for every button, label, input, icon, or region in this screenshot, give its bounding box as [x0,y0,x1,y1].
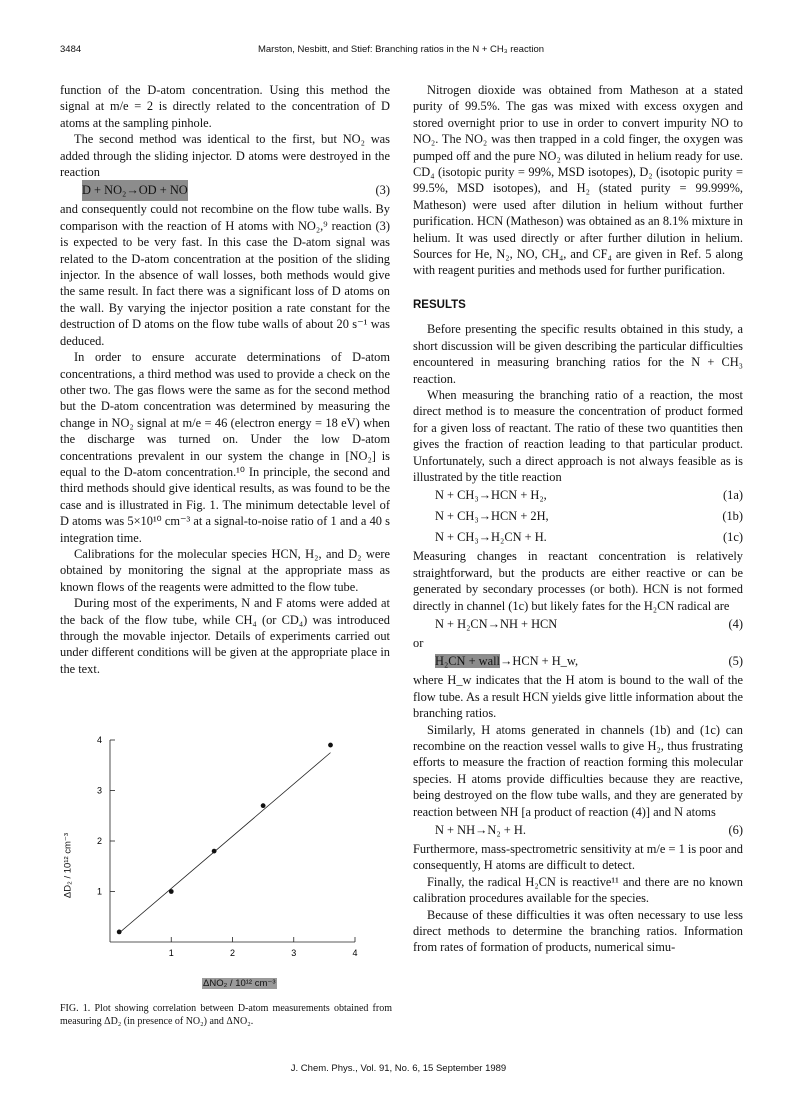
y-tick-label: 1 [96,886,102,897]
equation-expression: N + CH₃→HCN + H₂, [435,488,547,503]
figure-caption: FIG. 1. Plot showing correlation between D-atom measurements obtained from measuring ΔD₂ (in presence of NO₂) and ΔNO₂. [60,1003,392,1027]
section-heading: RESULTS [413,298,466,311]
equation-expression: N + CH₃→HCN + 2H, [435,509,549,524]
equation-number: (1b) [722,509,743,524]
paragraph: Similarly, H atoms generated in channels (1b) and (1c) can recombine on the reaction vessel walls to give H₂, thus frustrating efforts to measure the fraction of reaction forming this molecular species. H atoms provide difficulties because they are reactive, being destroyed on the flow tube walls, and they are generated by reaction between NH [a product of reaction (4)] and N atoms [413,722,743,819]
y-axis-label: ΔD₂ / 10¹² cm⁻³ [62,832,74,899]
right-column [413,82,743,956]
paragraph: Furthermore, mass-spectrometric sensitivity at m/e = 1 is poor and consequently, H atoms are difficult to detect. [413,842,743,873]
equation-6 [413,820,743,841]
equation-number: (6) [728,823,743,838]
paragraph: where H_w indicates that the H atom is bound to the wall of the flow tube. As a result HCN yields give little information about the branching ratios. [413,673,743,721]
y-tick-label: 3 [96,785,102,796]
paragraph: and consequently could not recombine on the flow tube walls. By comparison with the reaction of H atoms with NO₂,⁹ reaction (3) is expected to be very fast. In this case the D-atom signal was related to the D-atom concentration at the position of the sliding injector. In the absence of wall losses, both methods would give the same result. In fact there was a significant loss of D atoms on the wall. By varying the injector position a rate constant for the destruction of D atoms on the flow tube walls of about 20 s⁻¹ was deduced. [60,202,390,348]
paragraph: When measuring the branching ratio of a reaction, the most direct method is to measure the concentration of product formed for a given loss of reactant. The ratio of these two quantities then gives the fraction of reaction leading to that particular product. Unfortunately, such a direct approach is not always feasible as is illustrated by the title reaction [413,387,743,484]
scatter-chart [60,710,390,990]
equation-expression: N + CH₃→H₂CN + H. [435,530,547,545]
page-number: 3484 [60,44,82,55]
fit-line [119,753,330,933]
paragraph: function of the D-atom concentration. Using this method the signal at m/e = 2 is directly related to the concentration of D atoms at the sampling pinhole. [60,83,390,130]
x-axis-label: ΔNO₂ / 10¹² cm⁻³ [203,978,276,989]
equation-number: (3) [375,183,390,198]
equation-1b [413,506,743,527]
equation-number: (1a) [723,488,743,503]
left-column [60,82,390,677]
equation-number: (1c) [723,530,743,545]
paragraph: Before presenting the specific results obtained in this study, a short discussion will be given describing the particular difficulties encountered in measuring branching ratios for the N + CH₃ reaction. [413,322,743,386]
data-point [169,889,174,894]
y-tick-label: 4 [96,735,102,745]
equation-4 [413,614,743,635]
data-point [261,803,266,808]
paragraph: During most of the experiments, N and F atoms were added at the back of the flow tube, while CH₄ (or CD₄) was introduced through the movable injector. Details of experiments carried out under different conditions will be given at the appropriate place in the text. [60,596,390,676]
journal-footer: J. Chem. Phys., Vol. 91, No. 6, 15 September 1989 [290,1063,507,1074]
equation-expression: N + H₂CN→NH + HCN [435,616,558,631]
paragraph: Because of these difficulties it was often necessary to use less direct methods to determine the branching ratios. Information from rates of formation of products, numerical simu- [413,907,743,955]
x-tick-label: 2 [229,948,236,958]
connector-word: or [413,635,424,650]
equation-number: (4) [728,616,743,631]
paragraph: Finally, the radical H₂CN is reactive¹¹ and there are no known calibration procedures available for the species. [413,874,743,906]
y-tick-label: 2 [96,836,102,846]
running-header [60,44,742,58]
paragraph: Nitrogen dioxide was obtained from Matheson at a stated purity of 99.5%. The gas was mixed with excess oxygen and stored overnight prior to use in order to convert impurity NO to NO₂. The NO₂ was then trapped in a cold finger, the oxygen was pumped off and the pure NO₂ was diluted in helium ready for use. CD₄ (isotopic purity = 99%, MSD isotopes), D₂ (isotopic purity = 99.5%, MSD isotopes), and H₂ (stated purity = 99.999%, Matheson) were used after dilution in helium without further purification. HCN (Matheson) was obtained as an 8.1% mixture in helium. It was used directly or after further dilution in helium. Sources for He, N₂, NO, CH₄, and CF₄ are given in Ref. 5 along with reagent purities and methods used for further purification. [413,83,743,278]
data-point [328,743,333,748]
x-tick-label: 1 [168,948,174,958]
equation-expression: H₂CN + wall→HCN + H_w, [435,654,579,669]
x-tick-label: 4 [352,948,358,958]
running-title: Marston, Nesbitt, and Stief: Branching ratios in the N + CH₃ reaction [257,44,545,55]
equation-5 [413,651,743,672]
data-point [117,930,122,935]
paragraph: Measuring changes in reactant concentration is relatively straightforward, but the products are either reactive or can be generated by secondary processes (or both). HCN is not formed directly in channel (1c) but likely fates for the H₂CN radical are [413,549,743,613]
equation-expression: N + NH→N₂ + H. [435,823,526,838]
equation-number: (5) [728,654,743,669]
x-tick-label: 3 [291,948,297,958]
equation-3 [60,180,390,201]
equation-1c [413,527,743,548]
equation-expression: D + NO₂→OD + NO [82,180,188,201]
paragraph: The second method was identical to the first, but NO₂ was added through the sliding injector. D atoms were destroyed in the reaction [60,132,390,180]
data-point [212,849,217,854]
paragraph: In order to ensure accurate determinations of D-atom concentrations, a third method was used to provide a check on the other two. The gas flows were the same as for the second method but the D-atom concentration was determined by measuring the change in NO₂ signal at m/e = 46 (electron energy = 18 eV) when the discharge was turned on. Under the low D-atom concentrations prevalent in our system the change in [NO₂] is equal to the D-atom concentration.¹⁰ In principle, the second and third methods should give identical results, as was found to be the case and is illustrated in Fig. 1. The minimum detectable level of D atoms was 5×10¹⁰ cm⁻³ at a signal-to-noise ratio of 1 and a 40 s integration time. [60,350,390,545]
equation-1a [413,485,743,506]
paragraph: Calibrations for the molecular species HCN, H₂, and D₂ were obtained by monitoring the signal at the appropriate mass as known flows of the reagents were admitted to the flow tube. [60,546,390,594]
figure-1 [60,710,390,1040]
